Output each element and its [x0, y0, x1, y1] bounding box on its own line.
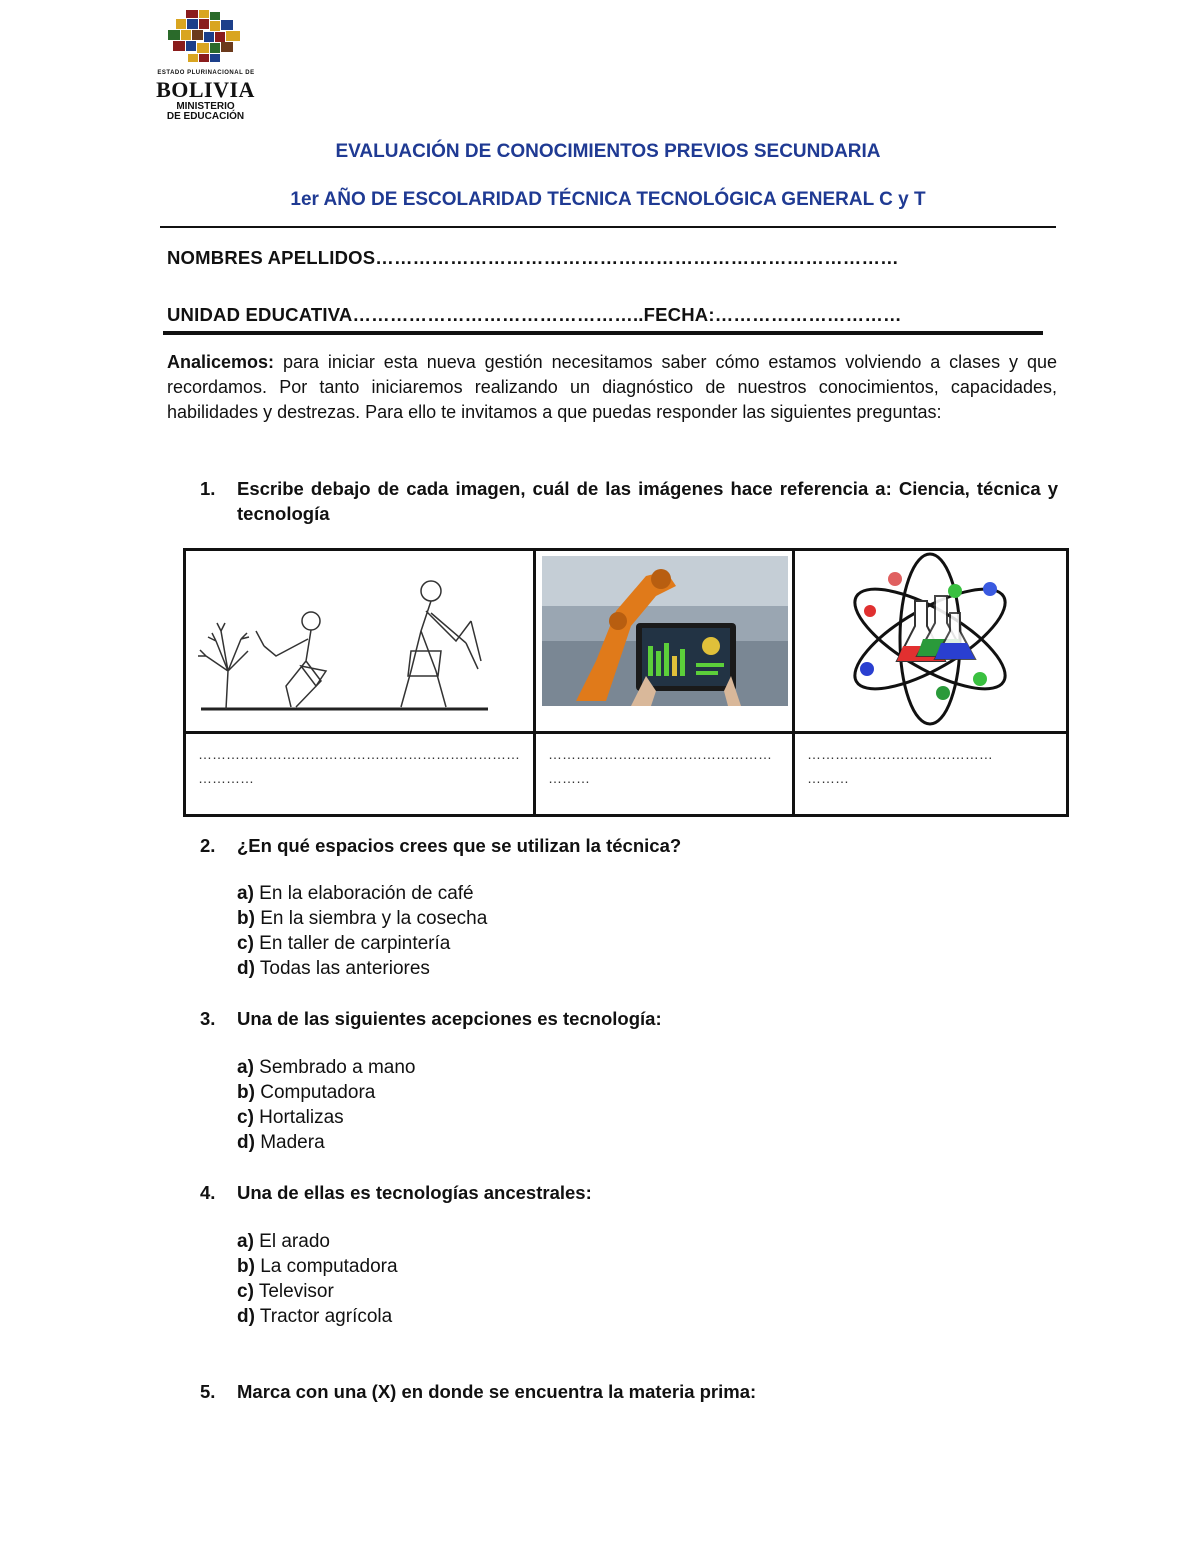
question-text: ¿En qué espacios crees que se utilizan la técnica?	[237, 835, 682, 856]
bolivia-emblem-icon	[148, 8, 263, 70]
option-a[interactable]: a) Sembrado a mano	[237, 1057, 416, 1078]
question-number: 1.	[200, 478, 216, 499]
page-title: EVALUACIÓN DE CONOCIMIENTOS PREVIOS SECUNDARIA	[335, 141, 881, 162]
fields-divider	[163, 331, 1043, 335]
question-number: 5.	[200, 1381, 216, 1402]
answer-blank-3[interactable]: …………………….…………… ………	[794, 733, 1068, 816]
robot-arm-tablet-illustration-icon	[536, 551, 792, 726]
ministry-logo	[148, 8, 263, 123]
option-d[interactable]: d) Tractor agrícola	[237, 1306, 393, 1327]
intro-text: para iniciar esta nueva gestión necesitamos saber cómo estamos volviendo a clases y que recordamos. Por tanto iniciaremos realizando un diagnóstico de nuestros conocimientos, capacidades, habilidades y destrezas. Para ello te invitamos a que puedas responder las siguientes preguntas:	[167, 352, 1057, 422]
answer-blank-2[interactable]: ………………………………………… ………	[535, 733, 794, 816]
question-2	[200, 833, 1058, 858]
image-cell-technology	[535, 550, 794, 733]
option-c[interactable]: c) Hortalizas	[237, 1107, 344, 1128]
option-b[interactable]: b) Computadora	[237, 1082, 376, 1103]
option-b[interactable]: b) La computadora	[237, 1256, 398, 1277]
question-5	[200, 1379, 1058, 1404]
page-subtitle: 1er AÑO DE ESCOLARIDAD TÉCNICA TECNOLÓGICA GENERAL C y T	[290, 189, 926, 210]
question-text: Una de ellas es tecnologías ancestrales:	[237, 1182, 592, 1203]
image-cell-science	[794, 550, 1068, 733]
intro-lead: Analicemos:	[167, 352, 275, 372]
image-table	[183, 548, 1069, 817]
image-cell-technique	[185, 550, 535, 733]
logo-ministry-text: MINISTERIO DE EDUCACIÓN	[166, 101, 245, 122]
option-c[interactable]: c) Televisor	[237, 1281, 334, 1302]
question-3	[200, 1006, 1058, 1031]
option-b[interactable]: b) En la siembra y la cosecha	[237, 908, 488, 929]
intro-paragraph	[167, 350, 1057, 425]
names-field[interactable]: NOMBRES APELLIDOS…………………………………………………………………………	[167, 247, 899, 268]
question-text: Una de las siguientes acepciones es tecnología:	[237, 1008, 662, 1029]
ancient-farmers-illustration-icon	[186, 551, 533, 726]
option-d[interactable]: d) Todas las anteriores	[237, 958, 430, 979]
question-number: 2.	[200, 835, 216, 856]
header-divider	[160, 226, 1056, 228]
q3-options	[237, 1055, 416, 1155]
atom-flasks-illustration-icon	[795, 551, 1066, 726]
question-number: 4.	[200, 1182, 216, 1203]
question-text: Marca con una (X) en donde se encuentra la materia prima:	[237, 1381, 757, 1402]
question-1	[200, 476, 1058, 526]
option-c[interactable]: c) En taller de carpintería	[237, 933, 451, 954]
q2-options	[237, 881, 487, 981]
question-4	[200, 1180, 1058, 1205]
answer-blank-1[interactable]: …………………………………………………………… …………	[185, 733, 535, 816]
option-a[interactable]: a) El arado	[237, 1231, 330, 1252]
logo-state-text: ESTADO PLURINACIONAL DE	[157, 70, 255, 76]
logo-country-text: BOLIVIA	[156, 77, 255, 102]
option-d[interactable]: d) Madera	[237, 1132, 325, 1153]
q4-options	[237, 1229, 398, 1329]
question-number: 3.	[200, 1008, 216, 1029]
school-date-field[interactable]: UNIDAD EDUCATIVA………………………………………..FECHA:…………………………	[167, 304, 902, 325]
question-text: Escribe debajo de cada imagen, cuál de las imágenes hace referencia a: Ciencia, técnica y tecnología	[237, 478, 1058, 524]
option-a[interactable]: a) En la elaboración de café	[237, 883, 474, 904]
